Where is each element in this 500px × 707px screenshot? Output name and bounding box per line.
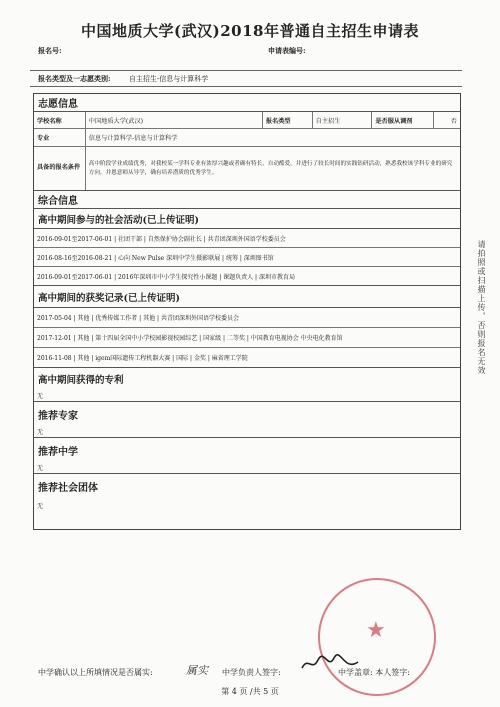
cond-label: 具备的报名条件	[34, 147, 86, 190]
application-form	[33, 93, 461, 530]
form-title: 中国地质大学(武汉)2018年普通自主招生申请表	[81, 22, 419, 40]
exam-type-value: 自主招生-信息与计算科学	[128, 75, 209, 83]
volunteer-section-title: 志愿信息	[34, 94, 460, 112]
cond-value: 高中阶段学业成绩优秀，对我校某一学科专业有浓厚兴趣或者确有特长，自动酷爱，并进行了较长时间的实践钻研活动，熟悉我校该学科专业的研究方向，并恩意师从导学，确有培养潜质的优秀学生。	[88, 161, 453, 176]
activity-item: 2016-09-01至2017-06-01 | 2016年深圳市中小学生探究性小课题 | 课题负责人 | 深圳市教育局	[34, 267, 460, 286]
confirm-signature: 属实	[186, 664, 208, 677]
school-rec-title: 推荐中学	[38, 446, 78, 458]
patents-title: 高中期间获得的专利	[38, 375, 124, 386]
school-value: 中国地质大学(武汉)	[86, 112, 263, 128]
confirm-label: 中学确认以上所填情况是否属实:	[38, 668, 153, 677]
major-label: 专业	[34, 129, 86, 146]
volunteer-row-school	[34, 112, 460, 129]
expert-value: 无	[34, 426, 460, 438]
principal-label: 中学负责人签字:	[222, 668, 281, 677]
expert-title: 推荐专家	[38, 410, 78, 422]
awards-title: 高中期间的获奖记录(已上传证明)	[34, 286, 460, 308]
obey-label: 是否服从调剂	[372, 112, 434, 128]
exam-type	[38, 74, 208, 84]
org-value: 无	[37, 502, 44, 510]
obey-value: 否	[450, 117, 457, 125]
volunteer-row-major	[34, 129, 460, 147]
seal-star-icon: ★	[366, 618, 386, 643]
activities-title: 高中期间参与的社会活动(已上传证明)	[34, 209, 460, 229]
activity-item: 2016-08-16至2016-08-21 | 心向 New Pulse 深圳中学生摄影联展 | 统筹 | 深圳图书馆	[34, 248, 460, 267]
type-label: 报名类型	[263, 112, 313, 128]
activity-item: 2016-09-01至2017-06-01 | 社团干部 | 自然保护协会副社长 | 共青团深圳外国语学校委员会	[34, 229, 460, 248]
school-rec-value: 无	[34, 462, 460, 474]
page-number: 第 4 页 /共 5 页	[221, 687, 279, 696]
award-item: 2017-12-01 | 其他 | 第十四届全国中小学校园影视校园综艺 | 国家级 | 二等奖 | 中国教育电视协会 中央电化教育馆	[34, 328, 460, 348]
divider	[30, 86, 462, 87]
seal-sign-label: 中学盖章: 本人签字:	[338, 668, 410, 677]
composite-section-title: 综合信息	[34, 191, 460, 209]
patents-value: 无	[34, 390, 460, 402]
award-item: 2017-05-04 | 其他 | 优秀传媒工作者 | 其他 | 共青团深圳外国语学校委员会	[34, 308, 460, 328]
side-note: 请拍照或扫描上传，否则报名无效	[477, 240, 486, 375]
volunteer-row-conditions	[34, 147, 460, 191]
divider	[30, 70, 462, 71]
major-value: 信息与计算科学-信息与计算科学	[88, 135, 178, 142]
form-no-label: 申请表编号:	[268, 46, 306, 55]
exam-type-label: 报名类型及一志愿类别:	[38, 74, 111, 83]
org-title: 推荐社会团体	[38, 482, 98, 494]
type-value: 自主招生	[313, 112, 373, 128]
school-label: 学校名称	[34, 112, 86, 128]
applicant-no-label: 报名号:	[38, 46, 62, 55]
award-item: 2016-11-08 | 其他 | igem国际遗传工程机器大赛 | 国际 | 金奖 | 麻省理工学院	[34, 348, 460, 368]
